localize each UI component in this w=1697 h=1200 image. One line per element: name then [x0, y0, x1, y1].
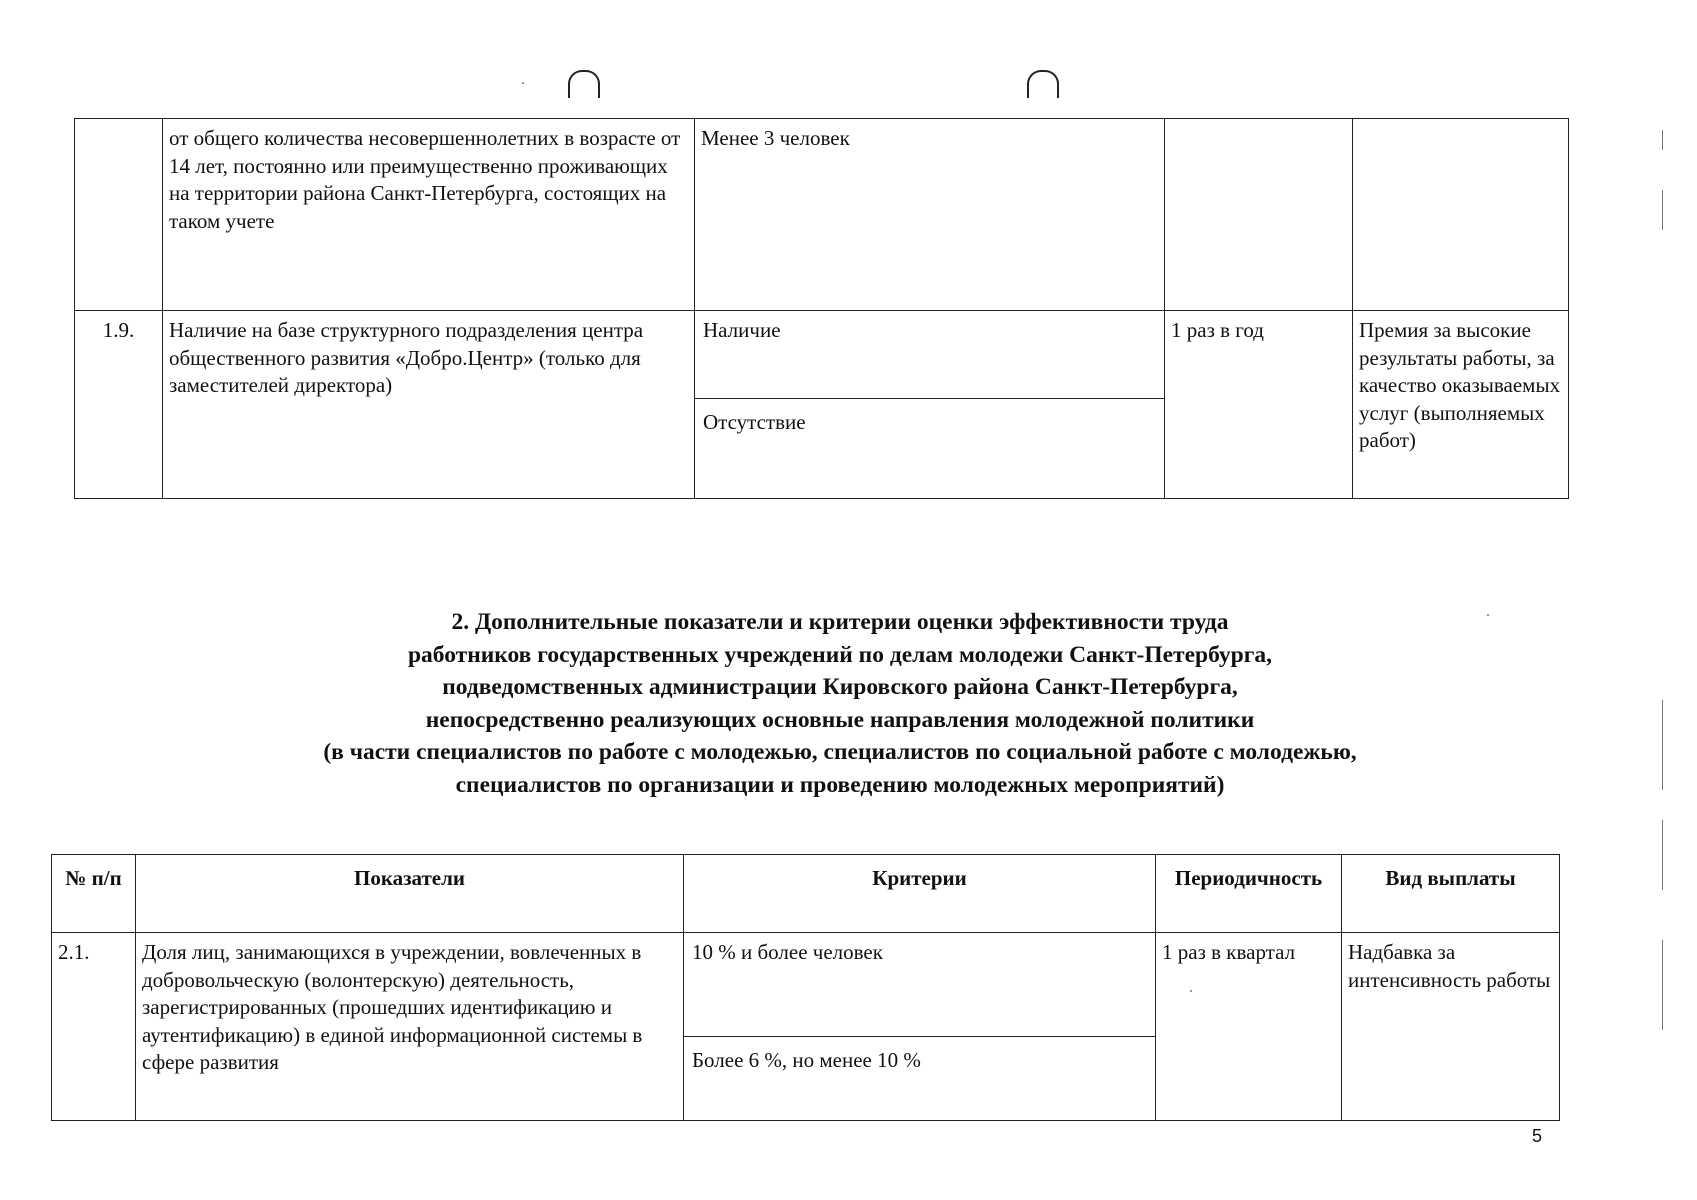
scan-edge-line	[1662, 940, 1663, 1030]
indicator-text: Наличие на базе структурного подразделения центра общественного развития «Добро.Центр» (только для заместителей директора)	[163, 311, 695, 499]
criteria-table-section2	[51, 854, 1560, 1121]
period-text	[1165, 119, 1353, 311]
table-row	[75, 311, 1569, 499]
header-number: № п/п	[52, 855, 136, 933]
heading-line: (в части специалистов по работе с молодежью, специалистов по социальной работе с молодежью,	[323, 739, 1357, 765]
row-number: 2.1.	[52, 933, 136, 1121]
table-row	[75, 119, 1569, 311]
header-payment-type: Вид выплаты	[1342, 855, 1560, 933]
criteria-option: Отсутствие	[703, 410, 806, 434]
scan-edge-line	[1662, 820, 1663, 890]
payment-type-text	[1353, 119, 1569, 311]
page-number: 5	[1532, 1126, 1543, 1146]
scan-edge-line	[1662, 700, 1663, 790]
heading-line: работников государственных учреждений по делам молодежи Санкт-Петербурга,	[407, 641, 1273, 668]
period-text: 1 раз в квартал	[1156, 933, 1342, 1121]
heading-line: специалистов по организации и проведению молодежных мероприятий)	[455, 771, 1225, 798]
scan-speck	[522, 82, 524, 84]
section-heading	[150, 606, 1530, 801]
period-text: 1 раз в год	[1165, 311, 1353, 499]
row-number: 1.9.	[75, 311, 163, 499]
heading-line: подведомственных администрации Кировского района Санкт-Петербурга,	[442, 674, 1238, 700]
heading-line: непосредственно реализующих основные направления молодежной политики	[425, 706, 1255, 733]
row-number	[75, 119, 163, 311]
scan-edge-line	[1662, 130, 1663, 150]
criteria-option: Наличие	[695, 311, 1164, 399]
heading-line: 2. Дополнительные показатели и критерии оценки эффективности труда	[451, 609, 1229, 635]
table-row	[52, 933, 1560, 1121]
payment-type-text: Премия за высокие результаты работы, за качество оказываемых услуг (выполняемых работ)	[1353, 311, 1569, 499]
criteria-cell	[695, 311, 1165, 499]
criteria-option: Более 6 %, но менее 10 %	[692, 1048, 921, 1072]
criteria-cell	[684, 933, 1156, 1121]
criteria-table-continued	[74, 118, 1569, 499]
punch-hole-right	[1027, 70, 1059, 98]
criteria-text: Менее 3 человек	[695, 119, 1165, 311]
header-periodicity: Периодичность	[1156, 855, 1342, 933]
scan-edge-line	[1662, 190, 1663, 230]
header-indicators: Показатели	[136, 855, 684, 933]
payment-type-text: Надбавка за интенсивность работы	[1342, 933, 1560, 1121]
punch-hole-left	[568, 70, 600, 98]
header-criteria: Критерии	[684, 855, 1156, 933]
indicator-text: Доля лиц, занимающихся в учреждении, вовлеченных в добровольческую (волонтерскую) деятельность, зарегистрированных (прошедших идентификацию и аутентификацию) в единой информационной системы в сфере развития	[136, 933, 684, 1121]
table-header-row	[52, 855, 1560, 933]
criteria-option: 10 % и более человек	[684, 933, 1155, 1037]
indicator-text: от общего количества несовершеннолетних в возрасте от 14 лет, постоянно или преимущественно проживающих на территории района Санкт-Петербурга, состоящих на таком учете	[163, 119, 695, 311]
